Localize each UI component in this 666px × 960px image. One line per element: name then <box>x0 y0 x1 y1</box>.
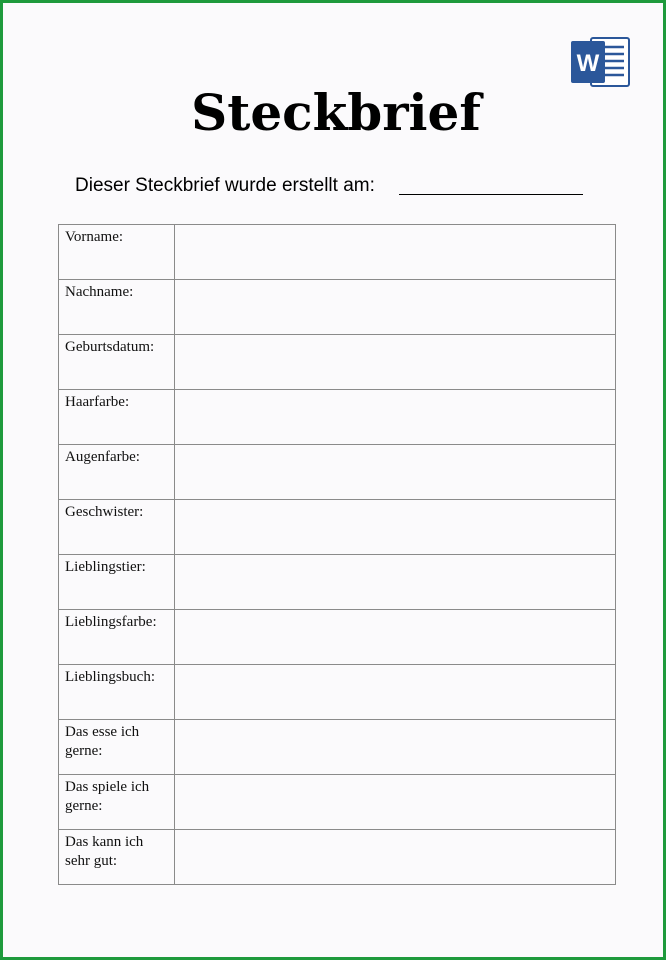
form-row-value-field[interactable] <box>175 280 616 335</box>
form-row-label: Lieblingstier: <box>59 555 175 610</box>
form-row <box>59 390 616 445</box>
creation-date-field[interactable] <box>399 194 583 195</box>
form-row-label: Haarfarbe: <box>59 390 175 445</box>
profile-form-table <box>58 224 616 885</box>
form-row-value-field[interactable] <box>175 335 616 390</box>
form-row <box>59 335 616 390</box>
form-row <box>59 610 616 665</box>
form-row-value-field[interactable] <box>175 665 616 720</box>
form-row-label: Augenfarbe: <box>59 445 175 500</box>
form-row-label: Vorname: <box>59 225 175 280</box>
form-row <box>59 775 616 830</box>
form-row <box>59 500 616 555</box>
form-row-value-field[interactable] <box>175 225 616 280</box>
form-row-value-field[interactable] <box>175 830 616 885</box>
form-row-value-field[interactable] <box>175 720 616 775</box>
svg-text:W: W <box>576 50 600 77</box>
form-row-value-field[interactable] <box>175 445 616 500</box>
form-row-label: Lieblingsbuch: <box>59 665 175 720</box>
form-row-value-field[interactable] <box>175 500 616 555</box>
form-row-label: Lieblingsfarbe: <box>59 610 175 665</box>
form-row-label: Nachname: <box>59 280 175 335</box>
creation-date-label: Dieser Steckbrief wurde erstellt am: <box>75 175 375 196</box>
form-row-label: Das kann ich sehr gut: <box>59 830 175 885</box>
document-title: Steckbrief <box>191 83 481 142</box>
form-row-value-field[interactable] <box>175 775 616 830</box>
form-row <box>59 720 616 775</box>
form-row-label: Das spiele ich gerne: <box>59 775 175 830</box>
form-row <box>59 225 616 280</box>
form-row <box>59 665 616 720</box>
form-row-label: Das esse ich gerne: <box>59 720 175 775</box>
form-row <box>59 445 616 500</box>
form-row-label: Geschwister: <box>59 500 175 555</box>
form-row <box>59 830 616 885</box>
form-row <box>59 280 616 335</box>
form-row-value-field[interactable] <box>175 610 616 665</box>
form-row-label: Geburtsdatum: <box>59 335 175 390</box>
form-row <box>59 555 616 610</box>
form-row-value-field[interactable] <box>175 555 616 610</box>
form-row-value-field[interactable] <box>175 390 616 445</box>
